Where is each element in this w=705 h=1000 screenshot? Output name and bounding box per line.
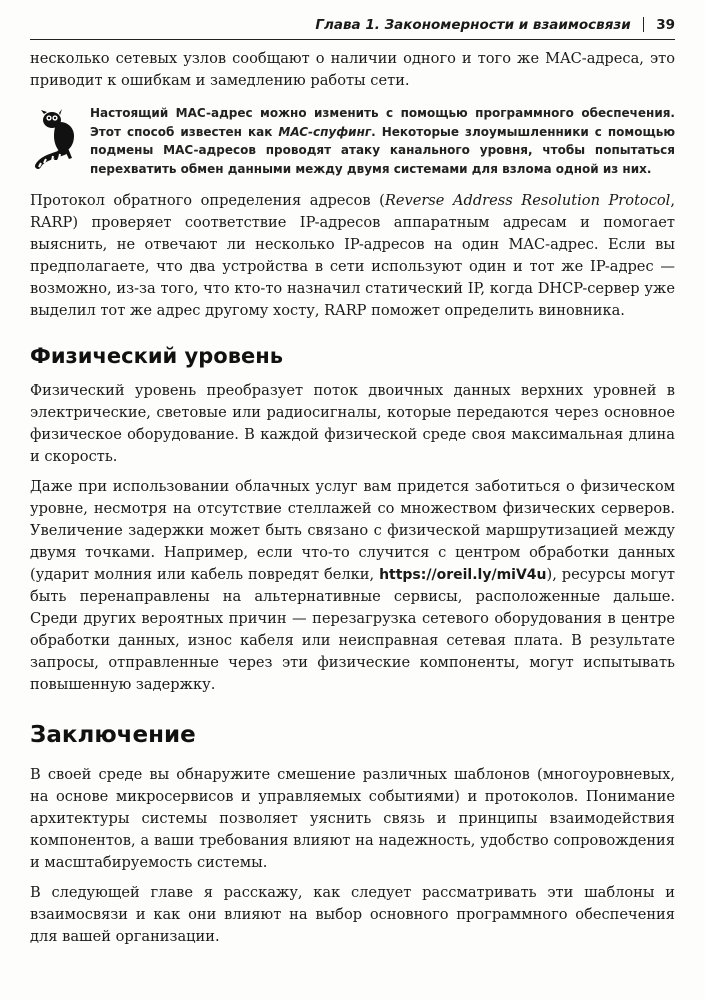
header-separator [643, 17, 645, 32]
rarp-paragraph [30, 190, 675, 322]
intro-paragraph: несколько сетевых узлов сообщают о наличии одного и того же MAC-адреса, это приводит к ошибкам и замедлению работы сети. [30, 50, 675, 89]
conclusion-paragraph-2: В следующей главе я расскажу, как следует рассматривать эти шаблоны и взаимосвязи и как они влияют на выбор основного программного обеспечения для вашей организации. [30, 884, 675, 945]
physical-text: Даже при использовании облачных услуг вам придется заботиться о физическом уровне, несмотря на отсутствие стеллажей со множеством физических серверов. Увеличение задержки может быть связано с физической маршрутизацией между двумя точками. Например, если что-то случится с центром обработки данных (ударит молния или кабель повредят белки, [30, 478, 675, 583]
chapter-title: Глава 1. Закономерности и взаимосвязи [315, 16, 631, 33]
rarp-text: , RARP) проверяет соответствие IP-адресов аппаратным адресам и помогает выяснить, не отвечают ли несколько IP-адресов на один MAC-адрес. Если вы предполагаете, что два устройства в сети используют один и тот же IP-адрес — возможно, из-за того, что кто-то назначил статический IP, когда DHCP-сервер уже выделил тот же адрес другому хосту, RARP поможет определить виновника. [30, 192, 675, 319]
note-text-part: . Некоторые злоумышленники с помощью подмены MAC-адресов проводят атаку канального уровня, чтобы попытаться перехватить обмен данными между двумя системами для взлома одной из них. [90, 124, 675, 176]
physical-paragraph-1: Физический уровень преобразует поток двоичных данных верхних уровней в электрические, световые или радиосигналы, которые передаются через основное физическое оборудование. В каждой физической среде своя максимальная длина и скорость. [30, 382, 675, 465]
conclusion-paragraph-1: В своей среде вы обнаружите смешение различных шаблонов (многоуровневых, на основе микросервисов и управляемых событиями) и протоколов. Понимание архитектуры системы позволяет уяснить связь и принципы взаимодействия компонентов, а ваши требования влияют на надежность, удобство сопровождения и масштабируемость системы. [30, 766, 675, 871]
rarp-term: Reverse Address Resolution Protocol [384, 192, 671, 209]
note-term: MAC-спуфинг [278, 124, 372, 139]
section-heading-conclusion: Заключение [30, 722, 196, 748]
page-content [30, 48, 675, 948]
note-block [30, 104, 675, 178]
note-text [90, 104, 675, 178]
rarp-text: Протокол обратного определения адресов ( [30, 192, 385, 209]
physical-paragraph-2 [30, 476, 675, 696]
lemur-icon [30, 108, 84, 172]
running-header [30, 14, 675, 40]
url-link[interactable]: https://oreil.ly/miV4u [379, 567, 547, 583]
section-heading-physical: Физический уровень [30, 344, 284, 368]
page-number: 39 [656, 16, 675, 33]
note-text-part: Настоящий MAC-адрес можно изменить с помощью программного обеспечения. Этот способ известен как [90, 106, 675, 139]
physical-text: ), ресурсы могут быть перенаправлены на альтернативные сервисы, расположенные дальше. Среди других вероятных причин — перезагрузка сетевого оборудования в центре обработки данных, износ кабеля или неисправная сетевая плата. В результате запросы, отправленные через эти физические компоненты, могут испытывать повышенную задержку. [30, 566, 675, 693]
